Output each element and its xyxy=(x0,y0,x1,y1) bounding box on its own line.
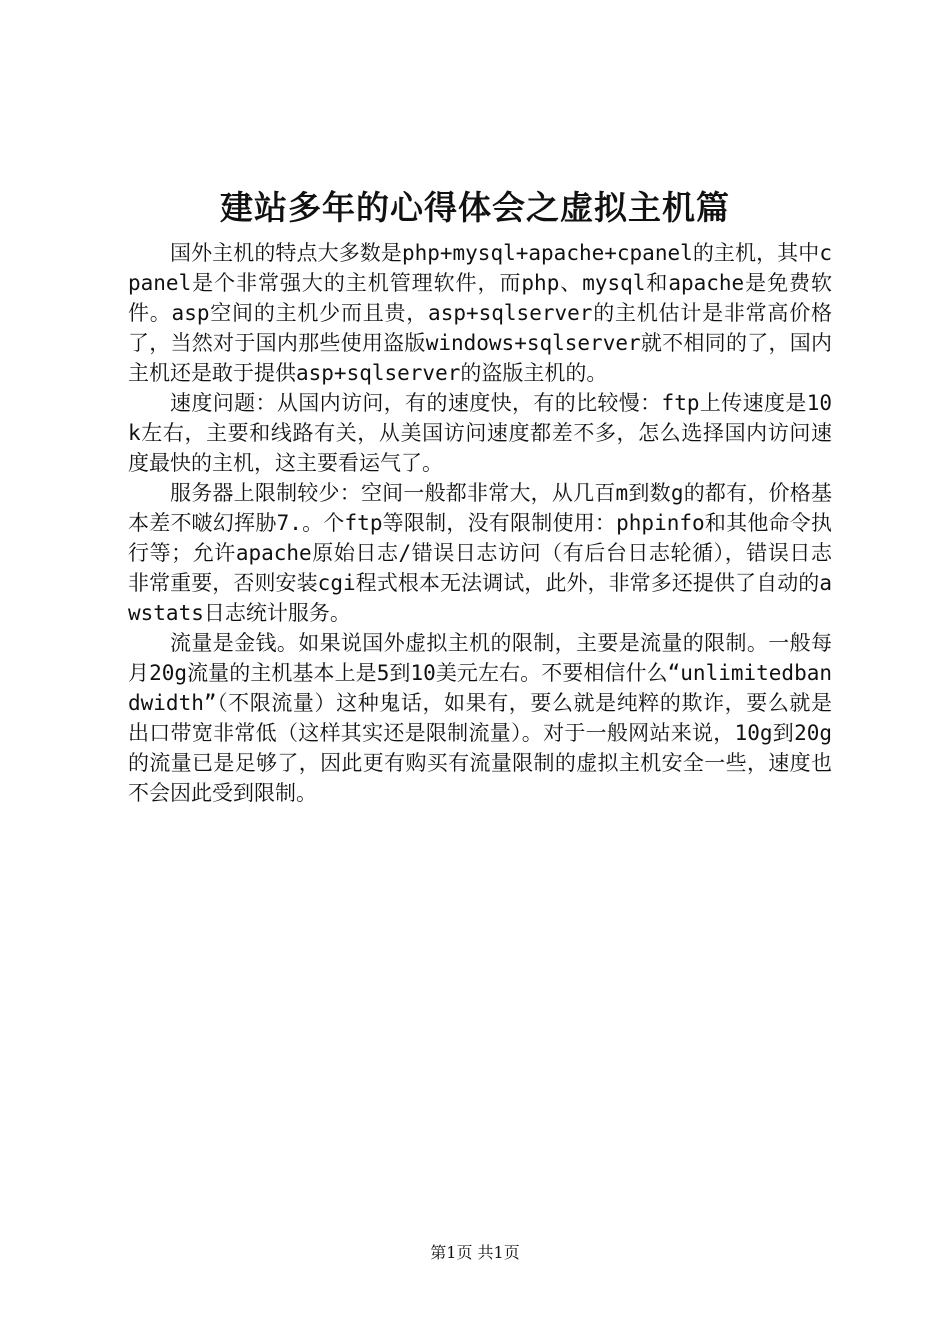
paragraph: 服务器上限制较少：空间一般都非常大，从几百m到数g的都有，价格基本差不啵幻挥胁7.。个ftp等限制，没有限制使用：phpinfo和其他命令执行等；允许apache原始日志/错误日志访问（有后台日志轮循），错误日志非常重要，否则安装cgi程式根本无法调试，此外，非常多还提供了自动的awstats日志统计服务。 xyxy=(128,481,832,625)
paragraph: 流量是金钱。如果说国外虚拟主机的限制，主要是流量的限制。一般每月20g流量的主机基本上是5到10美元左右。不要相信什么“unlimitedbandwidth”（不限流量）这种鬼话，如果有，要么就是纯粹的欺诈，要么就是出口带宽非常低（这样其实还是限制流量）。对于一般网站来说，10g到20g的流量已是足够了，因此更有购买有流量限制的虚拟主机安全一些，速度也不会因此受到限制。 xyxy=(128,631,832,805)
paragraph: 国外主机的特点大多数是php+mysql+apache+cpanel的主机，其中cpanel是个非常强大的主机管理软件，而php、mysql和apache是免费软件。asp空间的主机少而且贵，asp+sqlserver的主机估计是非常高价格了，当然对于国内那些使用盗版windows+sqlserver就不相同的了，国内主机还是敢于提供asp+sqlserver的盗版主机的。 xyxy=(128,241,832,385)
paragraph: 速度问题：从国内访问，有的速度快，有的比较慢：ftp上传速度是10k左右，主要和线路有关，从美国访问速度都差不多，怎么选择国内访问速度最快的主机，这主要看运气了。 xyxy=(128,391,832,475)
document-body xyxy=(128,238,832,808)
document-title: 建站多年的心得体会之虚拟主机篇 xyxy=(220,188,730,227)
page-number-footer: 第1页 共1页 xyxy=(430,1243,520,1262)
